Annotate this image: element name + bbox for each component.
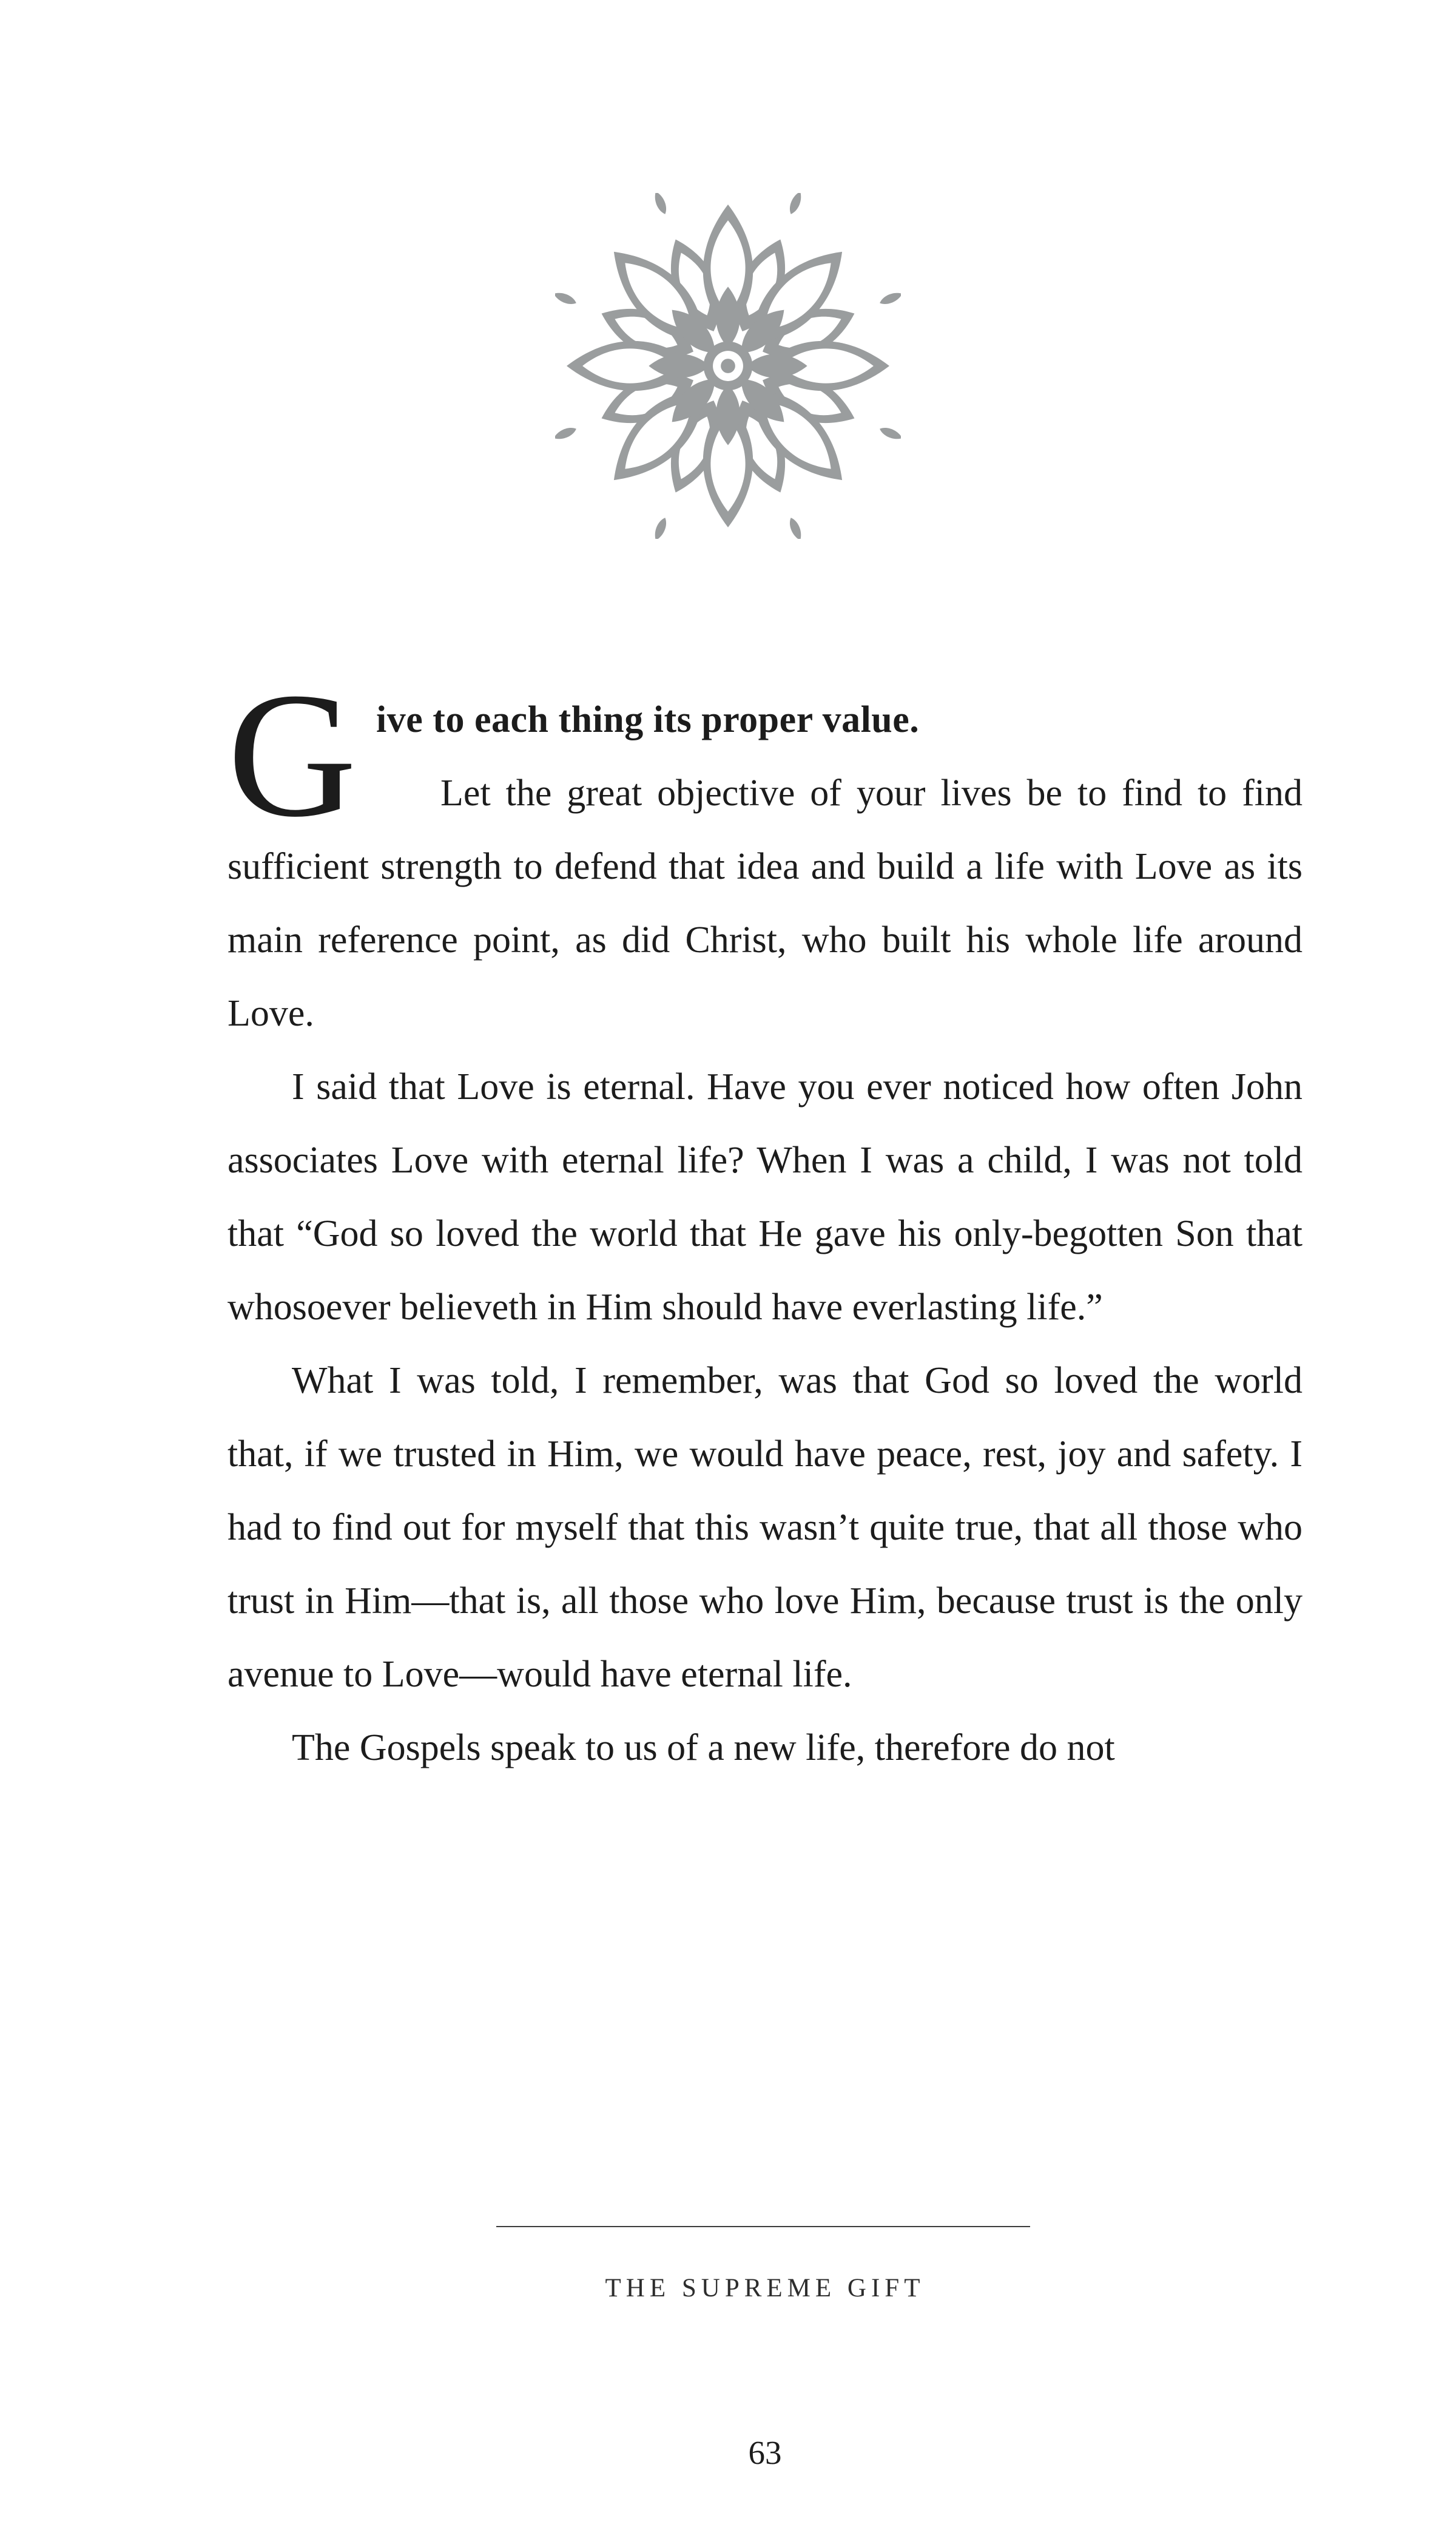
footer-divider <box>496 2226 1030 2227</box>
paragraph-text-1: Let the great objective of your lives be to find to find sufficient strength to defend that idea and build a life with Love as its main reference point, as did Christ, who built his whole life around Love. <box>228 773 1303 1034</box>
paragraph-2: I said that Love is eternal. Have you ever noticed how often John associates Love with eternal life? When I was a child, I was not told that “God so loved the world that He gave his only-begotten Son that whosoever believeth in Him should have everlasting life.” <box>228 1066 1303 1328</box>
mandala-flower-icon <box>555 193 901 539</box>
body-text <box>228 655 1303 1785</box>
chapter-ornament <box>555 193 901 539</box>
lead-sentence: ive to each thing its proper value. <box>376 699 920 740</box>
book-page <box>0 193 1456 2530</box>
opening-paragraph <box>228 655 1303 1050</box>
drop-cap: G <box>228 655 357 854</box>
running-title: THE SUPREME GIFT <box>605 2274 925 2302</box>
page-number: 63 <box>748 2434 782 2471</box>
paragraph-3: What I was told, I remember, was that God so loved the world that, if we trusted in Him, we would have peace, rest, joy and safety. I had to find out for myself that this wasn’t quite true, that all those who trust in Him—that is, all those who love Him, because trust is the only avenue to Love—would have eternal life. <box>228 1360 1303 1695</box>
paragraph-4: The Gospels speak to us of a new life, therefore do not <box>292 1727 1115 1768</box>
